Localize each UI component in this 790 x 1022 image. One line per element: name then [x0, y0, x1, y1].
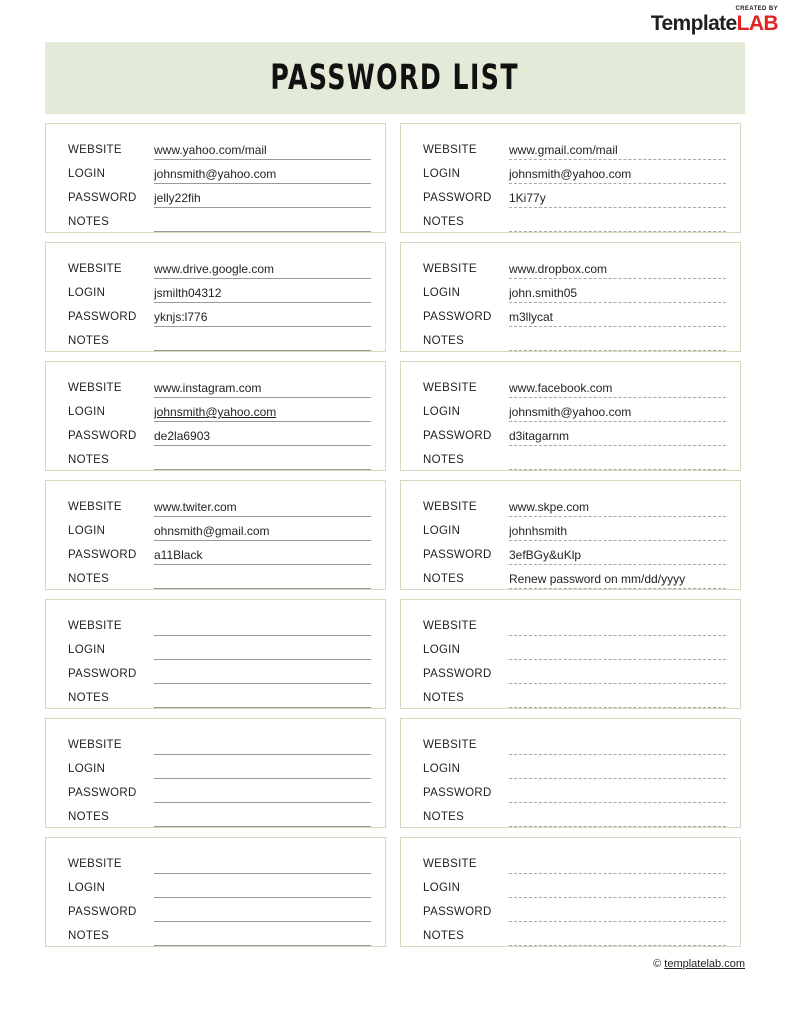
field-value-website[interactable]: www.skpe.com [509, 501, 726, 517]
field-label-website: WEBSITE [68, 857, 122, 870]
password-entry-card [400, 599, 741, 709]
field-value-login[interactable]: johnhsmith [509, 525, 726, 541]
logo-created-by-text: CREATED BY [735, 6, 778, 12]
field-value-login[interactable]: ohnsmith@gmail.com [154, 525, 371, 541]
field-value-website[interactable] [509, 870, 726, 874]
field-value-login[interactable] [509, 775, 726, 779]
field-value-login[interactable] [154, 656, 371, 660]
field-value-notes[interactable] [509, 704, 726, 708]
field-label-login: LOGIN [68, 762, 106, 775]
footer-templatelab-link[interactable]: templatelab.com [664, 958, 745, 970]
field-row-password [68, 660, 371, 684]
field-value-notes[interactable] [154, 585, 371, 589]
field-row-login [423, 636, 726, 660]
field-value-website[interactable]: www.dropbox.com [509, 263, 726, 279]
field-row-notes [423, 565, 726, 589]
field-row-website [68, 255, 371, 279]
field-label-password: PASSWORD [423, 786, 492, 799]
field-label-password: PASSWORD [68, 786, 137, 799]
field-row-notes [423, 208, 726, 232]
field-label-website: WEBSITE [68, 738, 122, 751]
field-value-password[interactable]: jelly22fih [154, 192, 371, 208]
field-row-notes [423, 327, 726, 351]
field-value-password[interactable] [509, 680, 726, 684]
field-value-password[interactable]: yknjs:l776 [154, 311, 371, 327]
field-row-website [68, 493, 371, 517]
field-row-notes [68, 565, 371, 589]
password-entry-card [400, 242, 741, 352]
field-row-password [423, 303, 726, 327]
field-label-login: LOGIN [423, 643, 461, 656]
field-row-website [68, 374, 371, 398]
field-row-website [68, 136, 371, 160]
field-value-password[interactable] [509, 918, 726, 922]
field-row-notes [423, 684, 726, 708]
field-row-password [68, 184, 371, 208]
field-row-login [423, 398, 726, 422]
field-label-password: PASSWORD [423, 667, 492, 680]
field-value-notes[interactable] [154, 942, 371, 946]
field-value-website[interactable]: www.facebook.com [509, 382, 726, 398]
field-label-login: LOGIN [68, 881, 106, 894]
footer [45, 958, 745, 970]
field-value-password[interactable]: m3llycat [509, 311, 726, 327]
field-row-login [423, 160, 726, 184]
field-row-notes [68, 803, 371, 827]
password-entry-card [45, 599, 386, 709]
field-value-login[interactable]: johnsmith@yahoo.com [509, 168, 726, 184]
field-row-website [68, 731, 371, 755]
field-row-website [423, 255, 726, 279]
field-value-website[interactable]: www.instagram.com [154, 382, 371, 398]
field-value-notes[interactable] [509, 347, 726, 351]
field-row-notes [68, 922, 371, 946]
field-value-website[interactable] [154, 632, 371, 636]
field-label-notes: NOTES [68, 453, 110, 466]
field-row-website [68, 612, 371, 636]
field-label-notes: NOTES [423, 453, 465, 466]
field-label-website: WEBSITE [423, 857, 477, 870]
field-label-login: LOGIN [68, 405, 106, 418]
password-entry-card [400, 123, 741, 233]
field-label-password: PASSWORD [68, 191, 137, 204]
field-row-website [423, 374, 726, 398]
field-value-notes[interactable]: Renew password on mm/dd/yyyy [509, 573, 726, 589]
field-label-notes: NOTES [423, 929, 465, 942]
password-entry-card [45, 361, 386, 471]
field-value-notes[interactable] [154, 466, 371, 470]
field-value-website[interactable]: www.twiter.com [154, 501, 371, 517]
field-label-notes: NOTES [68, 929, 110, 942]
field-row-password [423, 660, 726, 684]
field-value-website[interactable]: www.yahoo.com/mail [154, 144, 371, 160]
field-label-login: LOGIN [68, 286, 106, 299]
field-label-website: WEBSITE [68, 619, 122, 632]
field-value-notes[interactable] [509, 466, 726, 470]
field-value-login[interactable]: john.smith05 [509, 287, 726, 303]
field-value-password[interactable] [509, 799, 726, 803]
field-value-notes[interactable] [509, 942, 726, 946]
field-label-notes: NOTES [68, 691, 110, 704]
field-label-login: LOGIN [68, 167, 106, 180]
field-label-website: WEBSITE [423, 619, 477, 632]
field-label-website: WEBSITE [423, 143, 477, 156]
field-label-notes: NOTES [423, 572, 465, 585]
field-value-password[interactable] [154, 680, 371, 684]
field-row-login [68, 874, 371, 898]
field-label-password: PASSWORD [68, 310, 137, 323]
footer-copyright-symbol: © [653, 958, 662, 970]
password-entry-card [45, 242, 386, 352]
field-label-website: WEBSITE [423, 381, 477, 394]
field-row-notes [68, 446, 371, 470]
field-row-notes [68, 327, 371, 351]
field-label-website: WEBSITE [423, 500, 477, 513]
title-band [45, 42, 745, 114]
logo-lab-text: LAB [736, 12, 778, 35]
field-label-password: PASSWORD [423, 191, 492, 204]
field-row-login [68, 398, 371, 422]
field-label-login: LOGIN [423, 524, 461, 537]
field-value-password[interactable]: a11Black [154, 549, 371, 565]
field-label-website: WEBSITE [68, 262, 122, 275]
field-label-website: WEBSITE [68, 500, 122, 513]
field-row-password [423, 779, 726, 803]
logo-wordmark [651, 13, 778, 34]
field-label-login: LOGIN [68, 643, 106, 656]
field-value-website[interactable] [154, 870, 371, 874]
field-row-notes [423, 803, 726, 827]
field-label-password: PASSWORD [423, 548, 492, 561]
field-row-login [423, 279, 726, 303]
field-label-login: LOGIN [423, 286, 461, 299]
field-label-login: LOGIN [68, 524, 106, 537]
field-row-password [68, 422, 371, 446]
field-label-website: WEBSITE [423, 738, 477, 751]
field-label-website: WEBSITE [423, 262, 477, 275]
field-label-password: PASSWORD [68, 548, 137, 561]
password-entry-card [400, 837, 741, 947]
field-label-notes: NOTES [68, 215, 110, 228]
field-row-password [423, 541, 726, 565]
field-row-website [423, 136, 726, 160]
field-value-notes[interactable] [509, 228, 726, 232]
field-label-notes: NOTES [423, 215, 465, 228]
field-value-website[interactable] [509, 632, 726, 636]
field-row-website [68, 850, 371, 874]
field-value-login[interactable] [154, 775, 371, 779]
password-entry-card [45, 123, 386, 233]
page-title: PASSWORD LIST [270, 58, 520, 98]
field-label-password: PASSWORD [68, 429, 137, 442]
password-entry-card [45, 480, 386, 590]
field-value-notes[interactable] [154, 823, 371, 827]
field-row-website [423, 612, 726, 636]
field-row-password [423, 898, 726, 922]
field-label-login: LOGIN [423, 405, 461, 418]
field-value-website[interactable] [154, 751, 371, 755]
password-entry-card [400, 480, 741, 590]
field-row-password [423, 184, 726, 208]
field-label-password: PASSWORD [423, 429, 492, 442]
field-value-password[interactable]: 3efBGy&uKlp [509, 549, 726, 565]
field-label-login: LOGIN [423, 881, 461, 894]
password-entry-card [400, 361, 741, 471]
field-label-notes: NOTES [423, 691, 465, 704]
field-label-login: LOGIN [423, 167, 461, 180]
field-row-website [423, 731, 726, 755]
templatelab-logo [651, 6, 778, 34]
field-value-password[interactable]: 1Ki77y [509, 192, 726, 208]
field-value-website[interactable]: www.drive.google.com [154, 263, 371, 279]
field-row-login [423, 517, 726, 541]
password-card-grid [45, 123, 745, 947]
field-row-password [68, 779, 371, 803]
field-label-notes: NOTES [68, 572, 110, 585]
password-entry-card [45, 837, 386, 947]
field-value-login[interactable]: johnsmith@yahoo.com [154, 168, 371, 184]
field-label-notes: NOTES [68, 334, 110, 347]
field-value-login[interactable] [509, 656, 726, 660]
field-label-notes: NOTES [68, 810, 110, 823]
field-value-password[interactable] [154, 799, 371, 803]
field-value-login[interactable] [509, 894, 726, 898]
field-label-website: WEBSITE [68, 381, 122, 394]
field-label-password: PASSWORD [68, 667, 137, 680]
field-label-notes: NOTES [423, 810, 465, 823]
field-value-login[interactable]: jsmilth04312 [154, 287, 371, 303]
field-label-login: LOGIN [423, 762, 461, 775]
logo-template-text: Template [650, 12, 737, 35]
field-row-password [68, 303, 371, 327]
field-value-login[interactable]: johnsmith@yahoo.com [509, 406, 726, 422]
field-row-website [423, 850, 726, 874]
field-value-website[interactable]: www.gmail.com/mail [509, 144, 726, 160]
field-label-password: PASSWORD [423, 310, 492, 323]
field-value-notes[interactable] [154, 228, 371, 232]
field-row-password [423, 422, 726, 446]
field-label-password: PASSWORD [423, 905, 492, 918]
field-row-notes [423, 446, 726, 470]
field-row-login [68, 160, 371, 184]
field-value-password[interactable]: de2la6903 [154, 430, 371, 446]
field-row-notes [68, 684, 371, 708]
password-entry-card [400, 718, 741, 828]
password-entry-card [45, 718, 386, 828]
field-row-login [68, 755, 371, 779]
field-label-notes: NOTES [423, 334, 465, 347]
field-label-password: PASSWORD [68, 905, 137, 918]
field-row-login [68, 517, 371, 541]
field-row-password [68, 898, 371, 922]
field-row-website [423, 493, 726, 517]
field-value-notes[interactable] [509, 823, 726, 827]
field-row-notes [68, 208, 371, 232]
field-row-notes [423, 922, 726, 946]
field-row-login [423, 755, 726, 779]
field-value-password[interactable] [154, 918, 371, 922]
field-label-website: WEBSITE [68, 143, 122, 156]
field-value-login[interactable]: johnsmith@yahoo.com [154, 406, 371, 422]
field-row-password [68, 541, 371, 565]
field-value-password[interactable]: d3itagarnm [509, 430, 726, 446]
field-value-notes[interactable] [154, 347, 371, 351]
field-row-login [68, 636, 371, 660]
field-row-login [423, 874, 726, 898]
field-row-login [68, 279, 371, 303]
field-value-notes[interactable] [154, 704, 371, 708]
field-value-login[interactable] [154, 894, 371, 898]
field-value-website[interactable] [509, 751, 726, 755]
password-list-sheet [45, 42, 745, 947]
